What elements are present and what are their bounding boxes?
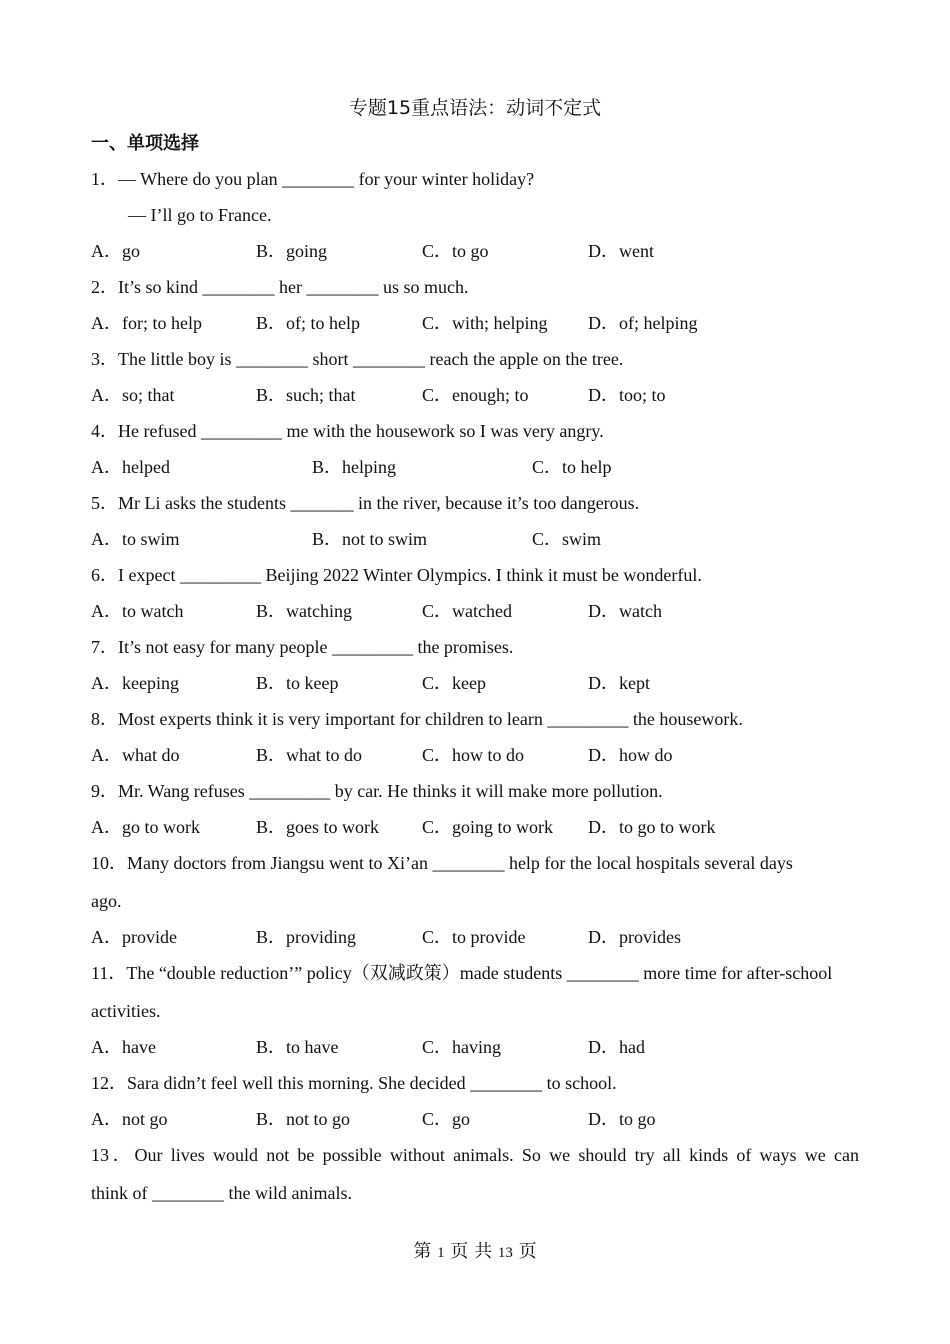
question-2-option-a[interactable]: A．for; to help <box>91 313 202 333</box>
question-9-stem: 9．Mr. Wang refuses _________ by car. He thinks it will make more pollution. <box>91 781 663 801</box>
question-2-option-c[interactable]: C．with; helping <box>422 313 548 333</box>
question-10-option-d[interactable]: D．provides <box>588 927 681 947</box>
question-7-option-d[interactable]: D．kept <box>588 673 650 693</box>
question-3-option-a[interactable]: A．so; that <box>91 385 175 405</box>
question-5-option-c[interactable]: C．swim <box>532 529 602 549</box>
question-8-stem: 8．Most experts think it is very important for children to learn _________ the housework. <box>91 709 743 729</box>
question-9-option-d[interactable]: D．to go to work <box>588 817 716 837</box>
question-11-option-a[interactable]: A．have <box>91 1037 156 1057</box>
footer-middle: 页 共 <box>450 1241 493 1262</box>
question-11-option-b[interactable]: B．to have <box>256 1037 339 1057</box>
question-3-option-c[interactable]: C．enough; to <box>422 385 529 405</box>
footer-suffix: 页 <box>518 1241 537 1262</box>
question-2-stem: 2．It’s so kind ________ her ________ us so much. <box>91 277 469 297</box>
question-1-option-a[interactable]: A．go <box>91 241 140 261</box>
question-6-option-b[interactable]: B．watching <box>256 601 352 621</box>
question-7-stem: 7．It’s not easy for many people _________ the promises. <box>91 637 514 657</box>
question-7-option-a[interactable]: A．keeping <box>91 673 179 693</box>
question-3-option-d[interactable]: D．too; to <box>588 385 666 405</box>
question-1-option-d[interactable]: D．went <box>588 241 654 261</box>
question-7-option-b[interactable]: B．to keep <box>256 673 339 693</box>
question-13-stem-continued: think of ________ the wild animals. <box>91 1183 352 1203</box>
question-8-option-d[interactable]: D．how do <box>588 745 673 765</box>
question-12-option-d[interactable]: D．to go <box>588 1109 656 1129</box>
question-10-option-a[interactable]: A．provide <box>91 927 177 947</box>
question-11-stem-continued: activities. <box>91 1001 161 1021</box>
question-9-option-b[interactable]: B．goes to work <box>256 817 379 837</box>
footer-prefix: 第 <box>413 1241 432 1262</box>
question-6-option-d[interactable]: D．watch <box>588 601 662 621</box>
question-6-option-c[interactable]: C．watched <box>422 601 512 621</box>
question-12-option-b[interactable]: B．not to go <box>256 1109 351 1129</box>
question-6-option-a[interactable]: A．to watch <box>91 601 184 621</box>
section-heading: 一、单项选择 <box>91 133 199 154</box>
page-title: 专题15重点语法：动词不定式 <box>348 97 602 119</box>
question-13-stem: 13．Our lives would not be possible without animals. So we should try all kinds of ways we can <box>91 1145 859 1165</box>
question-10-option-b[interactable]: B．providing <box>256 927 357 947</box>
question-8-option-c[interactable]: C．how to do <box>422 745 525 765</box>
footer-total-pages: 13 <box>497 1245 513 1261</box>
question-2-option-b[interactable]: B．of; to help <box>256 313 360 333</box>
question-3-stem: 3．The little boy is ________ short ________ reach the apple on the tree. <box>91 349 624 369</box>
question-1-option-b[interactable]: B．going <box>256 241 328 261</box>
question-7-option-c[interactable]: C．keep <box>422 673 486 693</box>
question-5-option-b[interactable]: B．not to swim <box>312 529 428 549</box>
question-8-option-a[interactable]: A．what do <box>91 745 180 765</box>
question-10-stem: 10．Many doctors from Jiangsu went to Xi’an ________ help for the local hospitals several days <box>91 853 793 873</box>
question-4-option-a[interactable]: A．helped <box>91 457 170 477</box>
question-12-option-a[interactable]: A．not go <box>91 1109 168 1129</box>
question-12-stem: 12．Sara didn’t feel well this morning. She decided ________ to school. <box>91 1073 617 1093</box>
question-9-option-c[interactable]: C．going to work <box>422 817 554 837</box>
question-11-option-d[interactable]: D．had <box>588 1037 645 1057</box>
question-9-option-a[interactable]: A．go to work <box>91 817 200 837</box>
question-4-option-b[interactable]: B．helping <box>312 457 396 477</box>
question-8-option-b[interactable]: B．what to do <box>256 745 362 765</box>
question-12-option-c[interactable]: C．go <box>422 1109 471 1129</box>
question-10-option-c[interactable]: C．to provide <box>422 927 526 947</box>
question-1-option-c[interactable]: C．to go <box>422 241 489 261</box>
question-6-stem: 6．I expect _________ Beijing 2022 Winter Olympics. I think it must be wonderful. <box>91 565 702 585</box>
page-footer <box>0 1240 950 1265</box>
footer-page-number: 1 <box>437 1245 445 1261</box>
question-1-stem: 1．— Where do you plan ________ for your winter holiday? <box>91 169 535 189</box>
question-10-stem-continued: ago. <box>91 891 122 911</box>
question-4-stem: 4．He refused _________ me with the housework so I was very angry. <box>91 421 604 441</box>
question-1-answer-line: — I’ll go to France. <box>128 205 272 225</box>
question-2-option-d[interactable]: D．of; helping <box>588 313 698 333</box>
question-3-option-b[interactable]: B．such; that <box>256 385 356 405</box>
question-4-option-c[interactable]: C．to help <box>532 457 612 477</box>
question-11-stem: 11．The “double reduction’” policy（双减政策）made students ________ more time for after-school <box>91 963 833 983</box>
question-11-option-c[interactable]: C．having <box>422 1037 501 1057</box>
question-5-option-a[interactable]: A．to swim <box>91 529 180 549</box>
question-5-stem: 5．Mr Li asks the students _______ in the river, because it’s too dangerous. <box>91 493 640 513</box>
